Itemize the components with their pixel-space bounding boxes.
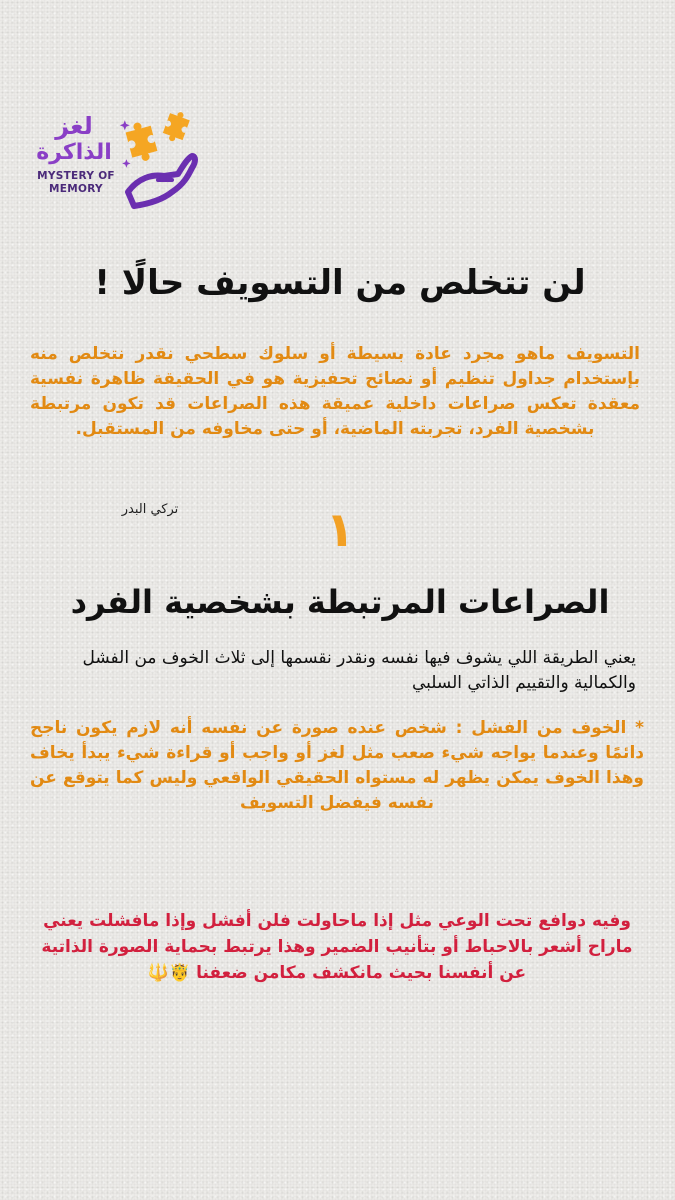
hand-holding-puzzle-pieces-icon	[118, 112, 208, 212]
logo-english-line1: MYSTERY OF	[37, 170, 115, 182]
logo-english-text	[28, 170, 124, 196]
fear-of-failure-paragraph: * الخوف من الفشل : شخص عنده صورة عن نفسه أنه لازم يكون ناجح دائمًا وعندما يواجه شيء صعب مثل لغز أو واجب أو قراءة شيء يبدأ يخاف وهذا الخوف يمكن يظهر له مستواه الحقيقي الواقعي وليس كما يتوقع عن نفسه فيفضل التسويف	[30, 718, 644, 813]
logo-arabic-line1: لغز	[55, 112, 93, 140]
section-heading: الصراعات المرتبطة بشخصية الفرد	[70, 583, 610, 621]
logo-arabic-line2: الذاكرة	[36, 140, 112, 165]
section-number: ١	[325, 502, 355, 558]
motives-paragraph: وفيه دوافع تحت الوعي مثل إذا ماحاولت فلن أفشل وإذا مافشلت يعني ماراح أشعر بالاحباط أو بتأنيب الضمير وهذا يرتبط بحماية الصورة الذاتية عن أنفسنا بحيث مانكشف مكامن ضعفنا 🤴🔱	[41, 911, 633, 983]
intro-paragraph: التسويف ماهو مجرد عادة بسيطة أو سلوك سطحي نقدر نتخلص منه بإستخدام جداول تنظيم أو نصائح تحفيزية هو في الحقيقة ظاهرة نفسية معقدة تعكس صراعات داخلية عميقة هذه الصراعات قد تكون مرتبطة بشخصية الفرد، تجربته الماضية، أو حتى مخاوفه من المستقبل.	[30, 344, 640, 439]
author-name: تركي البدر	[121, 502, 179, 517]
logo-english-line2: MEMORY	[49, 183, 103, 195]
section-description: يعني الطريقة اللي يشوف فيها نفسه ونقدر نقسمها إلى ثلاث الخوف من الفشل والكمالية والتقييم الذاتي السلبي	[82, 648, 636, 693]
page-title: لن تتخلص من التسويف حالًا !	[94, 263, 586, 303]
